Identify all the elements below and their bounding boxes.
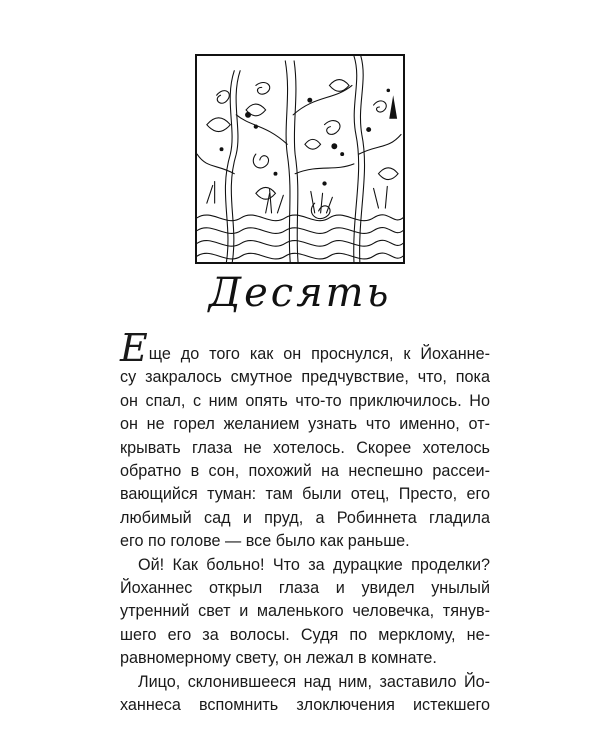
text-line: утренний свет и маленького человечка, тянув- xyxy=(120,602,490,621)
text-line: обратно в сон, похожий на неспешно рассеи- xyxy=(120,462,490,481)
text-line: Лицо, склонившееся над ним, заставило Йо- xyxy=(138,672,490,691)
text-line: он спал, с ним опять что-то приключилось. Но xyxy=(120,391,490,410)
paragraph xyxy=(120,671,490,718)
text-line: Ой! Как больно! Что за дурацкие проделки? xyxy=(138,555,490,574)
text-line: Йоханнес открыл глаза и увидел унылый xyxy=(120,579,490,598)
text-line: любимый сад и пруд, а Робиннета гладила xyxy=(120,508,490,527)
forest-ornament-icon xyxy=(197,56,403,262)
drop-cap: Е xyxy=(120,326,148,370)
text-line: су закралось смутное предчувствие, что, пока xyxy=(120,368,490,387)
paragraph xyxy=(120,326,490,554)
text-line: шего его за волосы. Судя по мерклому, не- xyxy=(120,625,490,644)
text-line: вающийся туман: там были отец, Престо, его xyxy=(120,485,490,504)
text-line: ханнеса вспомнить злоключения истекшего xyxy=(120,696,490,715)
paragraph xyxy=(120,554,490,671)
chapter-illustration xyxy=(195,54,405,264)
text-line: он не горел желанием узнать что именно, от- xyxy=(120,415,490,434)
text-line: Еще до того как он проснулся, к Йоханне- xyxy=(120,326,490,370)
chapter-title: Десять xyxy=(208,270,392,316)
text-line: его по голове — все было как раньше. xyxy=(120,532,410,551)
body-text xyxy=(120,326,490,718)
text-line: крывать глаза не хотелось. Скорее хотелось xyxy=(120,438,490,457)
text-line: равномерному свету, он лежал в комнате. xyxy=(120,649,437,668)
